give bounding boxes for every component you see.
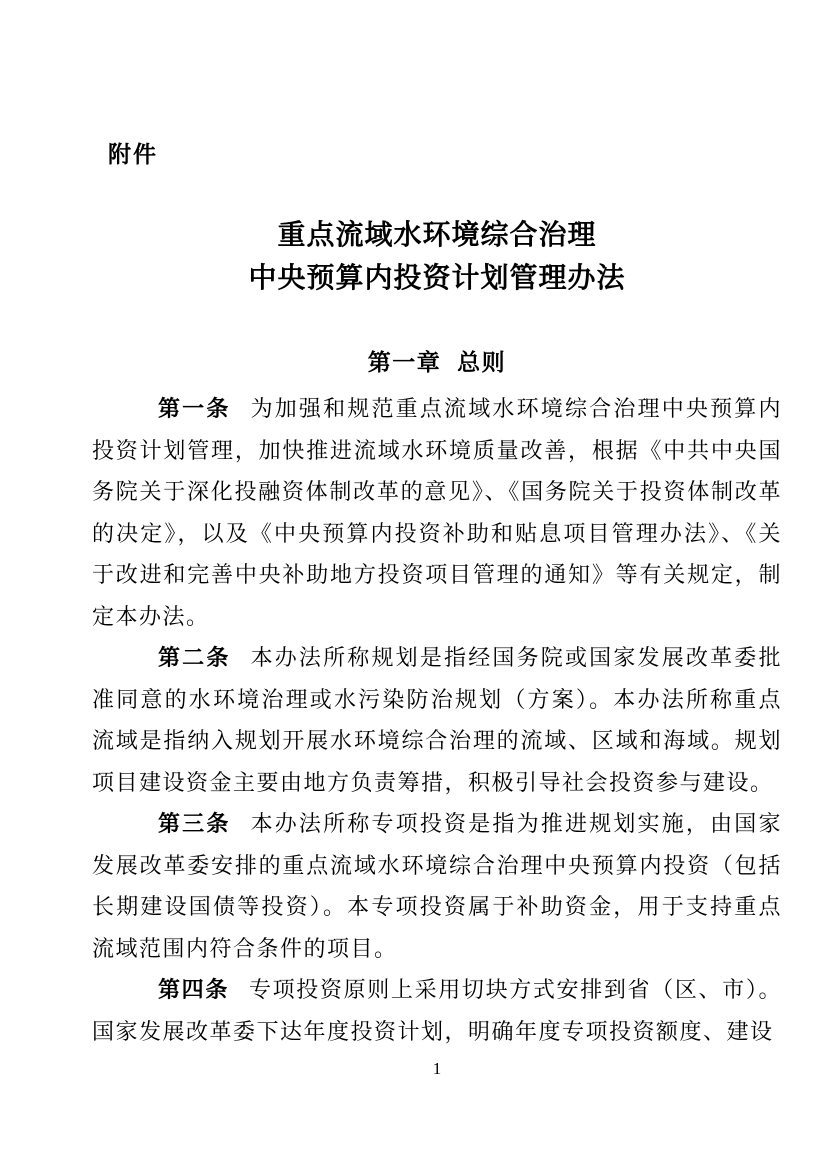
- article-paragraph: [92, 803, 782, 969]
- article-text: 本办法所称规划是指经国务院或国家发展改革委批准同意的水环境治理或水污染防治规划（方案）。本办法所称重点流域是指纳入规划开展水环境综合治理的流域、区域和海域。规划项目建设资金主要由地方负责筹措，积极引导社会投资参与建设。: [92, 645, 782, 795]
- article-text: 专项投资原则上采用切块方式安排到省（区、市）。国家发展改革委下达年度投资计划，明确年度专项投资额度、建设: [92, 977, 782, 1044]
- title-line-1: 重点流域水环境综合治理: [277, 220, 597, 251]
- article-lead: 第四条: [158, 977, 229, 1002]
- article-lead: 第一条: [158, 396, 231, 421]
- article-text: 本办法所称专项投资是指为推进规划实施，由国家发展改革委安排的重点流域水环境综合治理中央预算内投资（包括长期建设国债等投资）。本专项投资属于补助资金，用于支持重点流域范围内符合条件的项目。: [92, 811, 782, 961]
- document-title: [92, 214, 782, 300]
- article-lead: 第三条: [158, 811, 231, 836]
- document-body: [92, 388, 782, 1052]
- article-paragraph: [92, 637, 782, 803]
- page-number: 1: [432, 1059, 442, 1078]
- attachment-label: 附件: [108, 141, 158, 167]
- article-paragraph: [92, 969, 782, 1052]
- article-paragraph: [92, 388, 782, 637]
- chapter-heading: 第一章 总则: [367, 349, 507, 375]
- title-line-2: 中央预算内投资计划管理办法: [248, 263, 626, 294]
- article-lead: 第二条: [158, 645, 231, 670]
- article-text: 为加强和规范重点流域水环境综合治理中央预算内投资计划管理，加快推进流域水环境质量改善，根据《中共中央国务院关于深化投融资体制改革的意见》、《国务院关于投资体制改革的决定》，以及《中央预算内投资补助和贴息项目管理办法》、《关于改进和完善中央补助地方投资项目管理的通知》等有关规定，制定本办法。: [92, 396, 782, 629]
